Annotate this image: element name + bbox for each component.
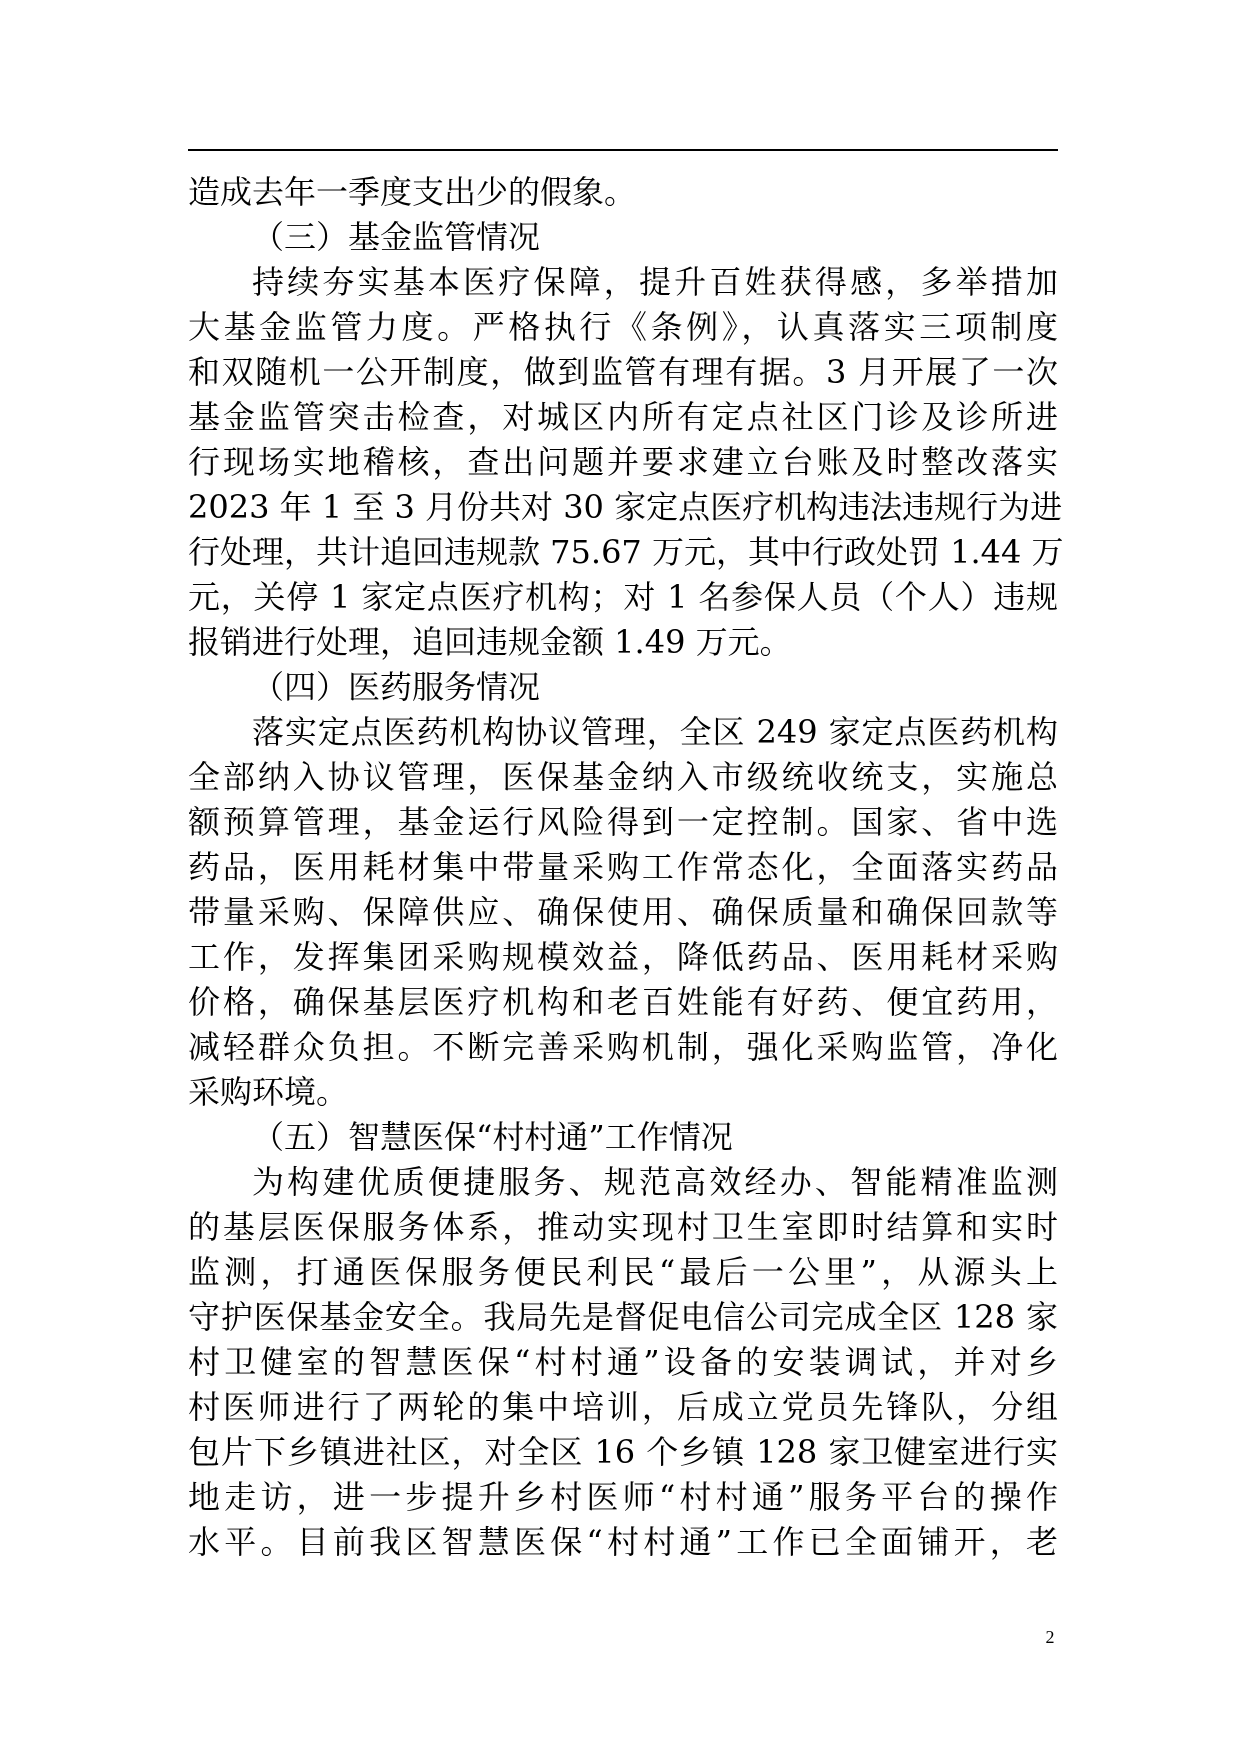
text-line: 包片下乡镇进社区，对全区 16 个乡镇 128 家卫健室进行实 — [188, 1433, 1058, 1471]
text-line: 水平。目前我区智慧医保“村村通”工作已全面铺开，老 — [188, 1523, 1058, 1561]
document-body — [188, 170, 1064, 1565]
text-line: 大基金监管力度。严格执行《条例》，认真落实三项制度 — [188, 308, 1058, 346]
text-line: 行处理，共计追回违规款 75.67 万元，其中行政处罚 1.44 万 — [188, 533, 1064, 571]
section-heading: （三）基金监管情况 — [252, 218, 541, 256]
text-line: 和双随机一公开制度，做到监管有理有据。3 月开展了一次 — [188, 353, 1058, 391]
text-line: 造成去年一季度支出少的假象。 — [188, 173, 637, 211]
text-line: 带量采购、保障供应、确保使用、确保质量和确保回款等 — [188, 893, 1058, 931]
text-line: 落实定点医药机构协议管理，全区 249 家定点医药机构 — [252, 713, 1058, 751]
page-number: 2 — [1045, 1627, 1055, 1647]
text-line: 额预算管理，基金运行风险得到一定控制。国家、省中选 — [188, 803, 1058, 841]
text-line: 监测，打通医保服务便民利民“最后一公里”，从源头上 — [188, 1253, 1058, 1291]
text-line: 行现场实地稽核，查出问题并要求建立台账及时整改落实 — [188, 443, 1058, 481]
text-line: 基金监管突击检查，对城区内所有定点社区门诊及诊所进 — [188, 398, 1058, 436]
text-line: 2023 年 1 至 3 月份共对 30 家定点医疗机构违法违规行为进 — [188, 488, 1063, 526]
text-line: 价格，确保基层医疗机构和老百姓能有好药、便宜药用， — [188, 983, 1058, 1021]
text-line: 地走访，进一步提升乡村医师“村村通”服务平台的操作 — [188, 1478, 1058, 1516]
text-line: 报销进行处理，追回违规金额 1.49 万元。 — [188, 623, 792, 661]
header-rule — [188, 149, 1058, 151]
text-line: 减轻群众负担。不断完善采购机制，强化采购监管，净化 — [188, 1028, 1058, 1066]
text-line: 村卫健室的智慧医保“村村通”设备的安装调试，并对乡 — [188, 1343, 1058, 1381]
text-line: 药品，医用耗材集中带量采购工作常态化，全面落实药品 — [188, 848, 1058, 886]
section-heading: （四）医药服务情况 — [252, 668, 541, 706]
text-line: 持续夯实基本医疗保障，提升百姓获得感，多举措加 — [252, 263, 1058, 301]
text-line: 的基层医保服务体系，推动实现村卫生室即时结算和实时 — [188, 1208, 1058, 1246]
section-heading: （五）智慧医保“村村通”工作情况 — [252, 1118, 733, 1156]
text-line: 村医师进行了两轮的集中培训，后成立党员先锋队，分组 — [188, 1388, 1058, 1426]
text-line: 元，关停 1 家定点医疗机构；对 1 名参保人员（个人）违规 — [188, 578, 1058, 616]
text-line: 工作，发挥集团采购规模效益，降低药品、医用耗材采购 — [188, 938, 1058, 976]
text-line: 守护医保基金安全。我局先是督促电信公司完成全区 128 家 — [188, 1298, 1058, 1336]
text-line: 为构建优质便捷服务、规范高效经办、智能精准监测 — [252, 1163, 1058, 1201]
text-line: 采购环境。 — [188, 1073, 349, 1111]
text-line: 全部纳入协议管理，医保基金纳入市级统收统支，实施总 — [188, 758, 1058, 796]
